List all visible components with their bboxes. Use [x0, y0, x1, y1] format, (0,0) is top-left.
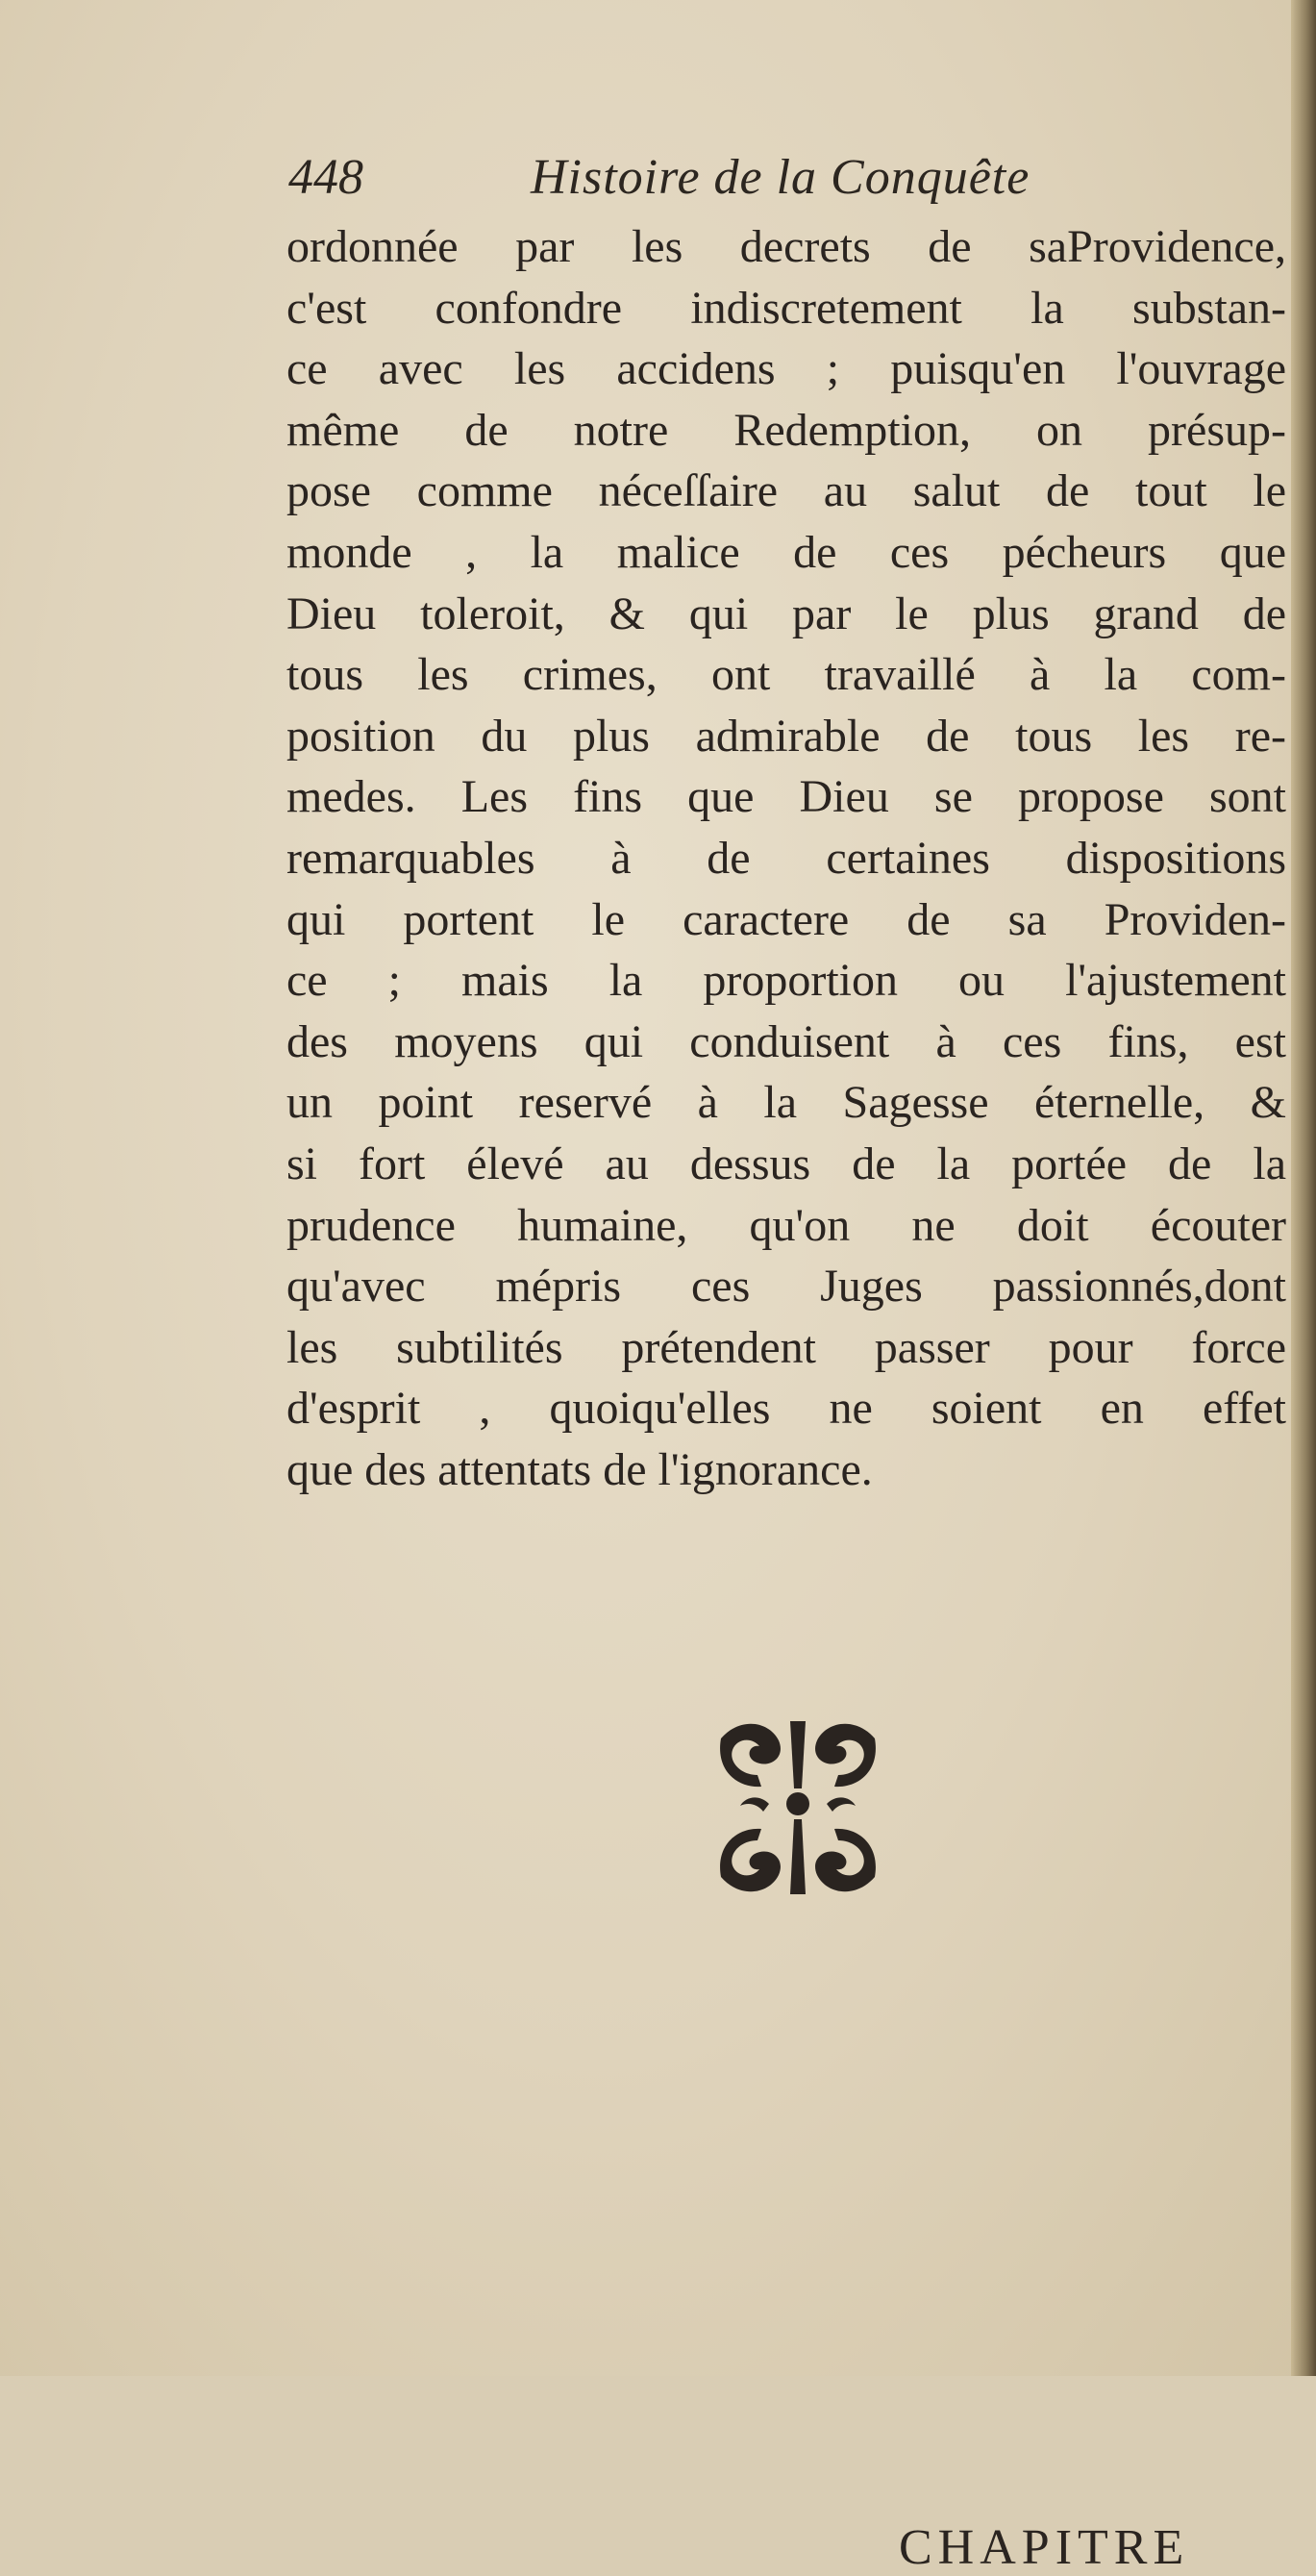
printers-ornament-icon [702, 1712, 894, 1904]
text-line: c'est confondre indiscretement la substan- [286, 282, 1286, 334]
text-block [286, 216, 1286, 1500]
text-line: tous les crimes, ont travaillé à la com- [286, 649, 1286, 701]
text-line: les subtilités prétendent passer pour force [286, 1321, 1286, 1373]
catchword: CHAPITRE [899, 2520, 1190, 2575]
text-line: Dieu toleroit, & qui par le plus grand de [286, 588, 1286, 639]
page-number: 448 [288, 150, 363, 205]
text-line: prudence humaine, qu'on ne doit écouter [286, 1199, 1286, 1251]
text-line: ce ; mais la proportion ou l'ajustement [286, 955, 1286, 1007]
text-line: qui portent le caractere de sa Providen- [286, 893, 1286, 945]
text-line: monde , la malice de ces pécheurs que [286, 526, 1286, 578]
text-line: pose comme néceſſaire au salut de tout le [286, 465, 1286, 517]
text-line: d'esprit , quoiqu'elles ne soient en effet [286, 1383, 1286, 1435]
text-line: ce avec les accidens ; puisqu'en l'ouvrage [286, 343, 1286, 395]
text-line: remarquables à de certaines dispositions [286, 832, 1286, 884]
text-line: même de notre Redemption, on présup- [286, 404, 1286, 456]
text-line: qu'avec mépris ces Juges passionnés,dont [286, 1261, 1286, 1313]
text-line: un point reservé à la Sagesse éternelle, & [286, 1077, 1286, 1129]
running-head: Histoire de la Conquête [531, 150, 1030, 205]
text-line: ordonnée par les decrets de saProvidence, [286, 221, 1286, 272]
text-line: si fort élevé au dessus de la portée de la [286, 1138, 1286, 1189]
text-line: position du plus admirable de tous les re- [286, 710, 1286, 762]
text-line: medes. Les fins que Dieu se propose sont [286, 771, 1286, 823]
text-line: des moyens qui conduisent à ces fins, est [286, 1015, 1286, 1067]
text-line: que des attentats de l'ignorance. [286, 1443, 873, 1495]
page-header [288, 149, 1250, 216]
page-gutter [1291, 0, 1316, 2376]
